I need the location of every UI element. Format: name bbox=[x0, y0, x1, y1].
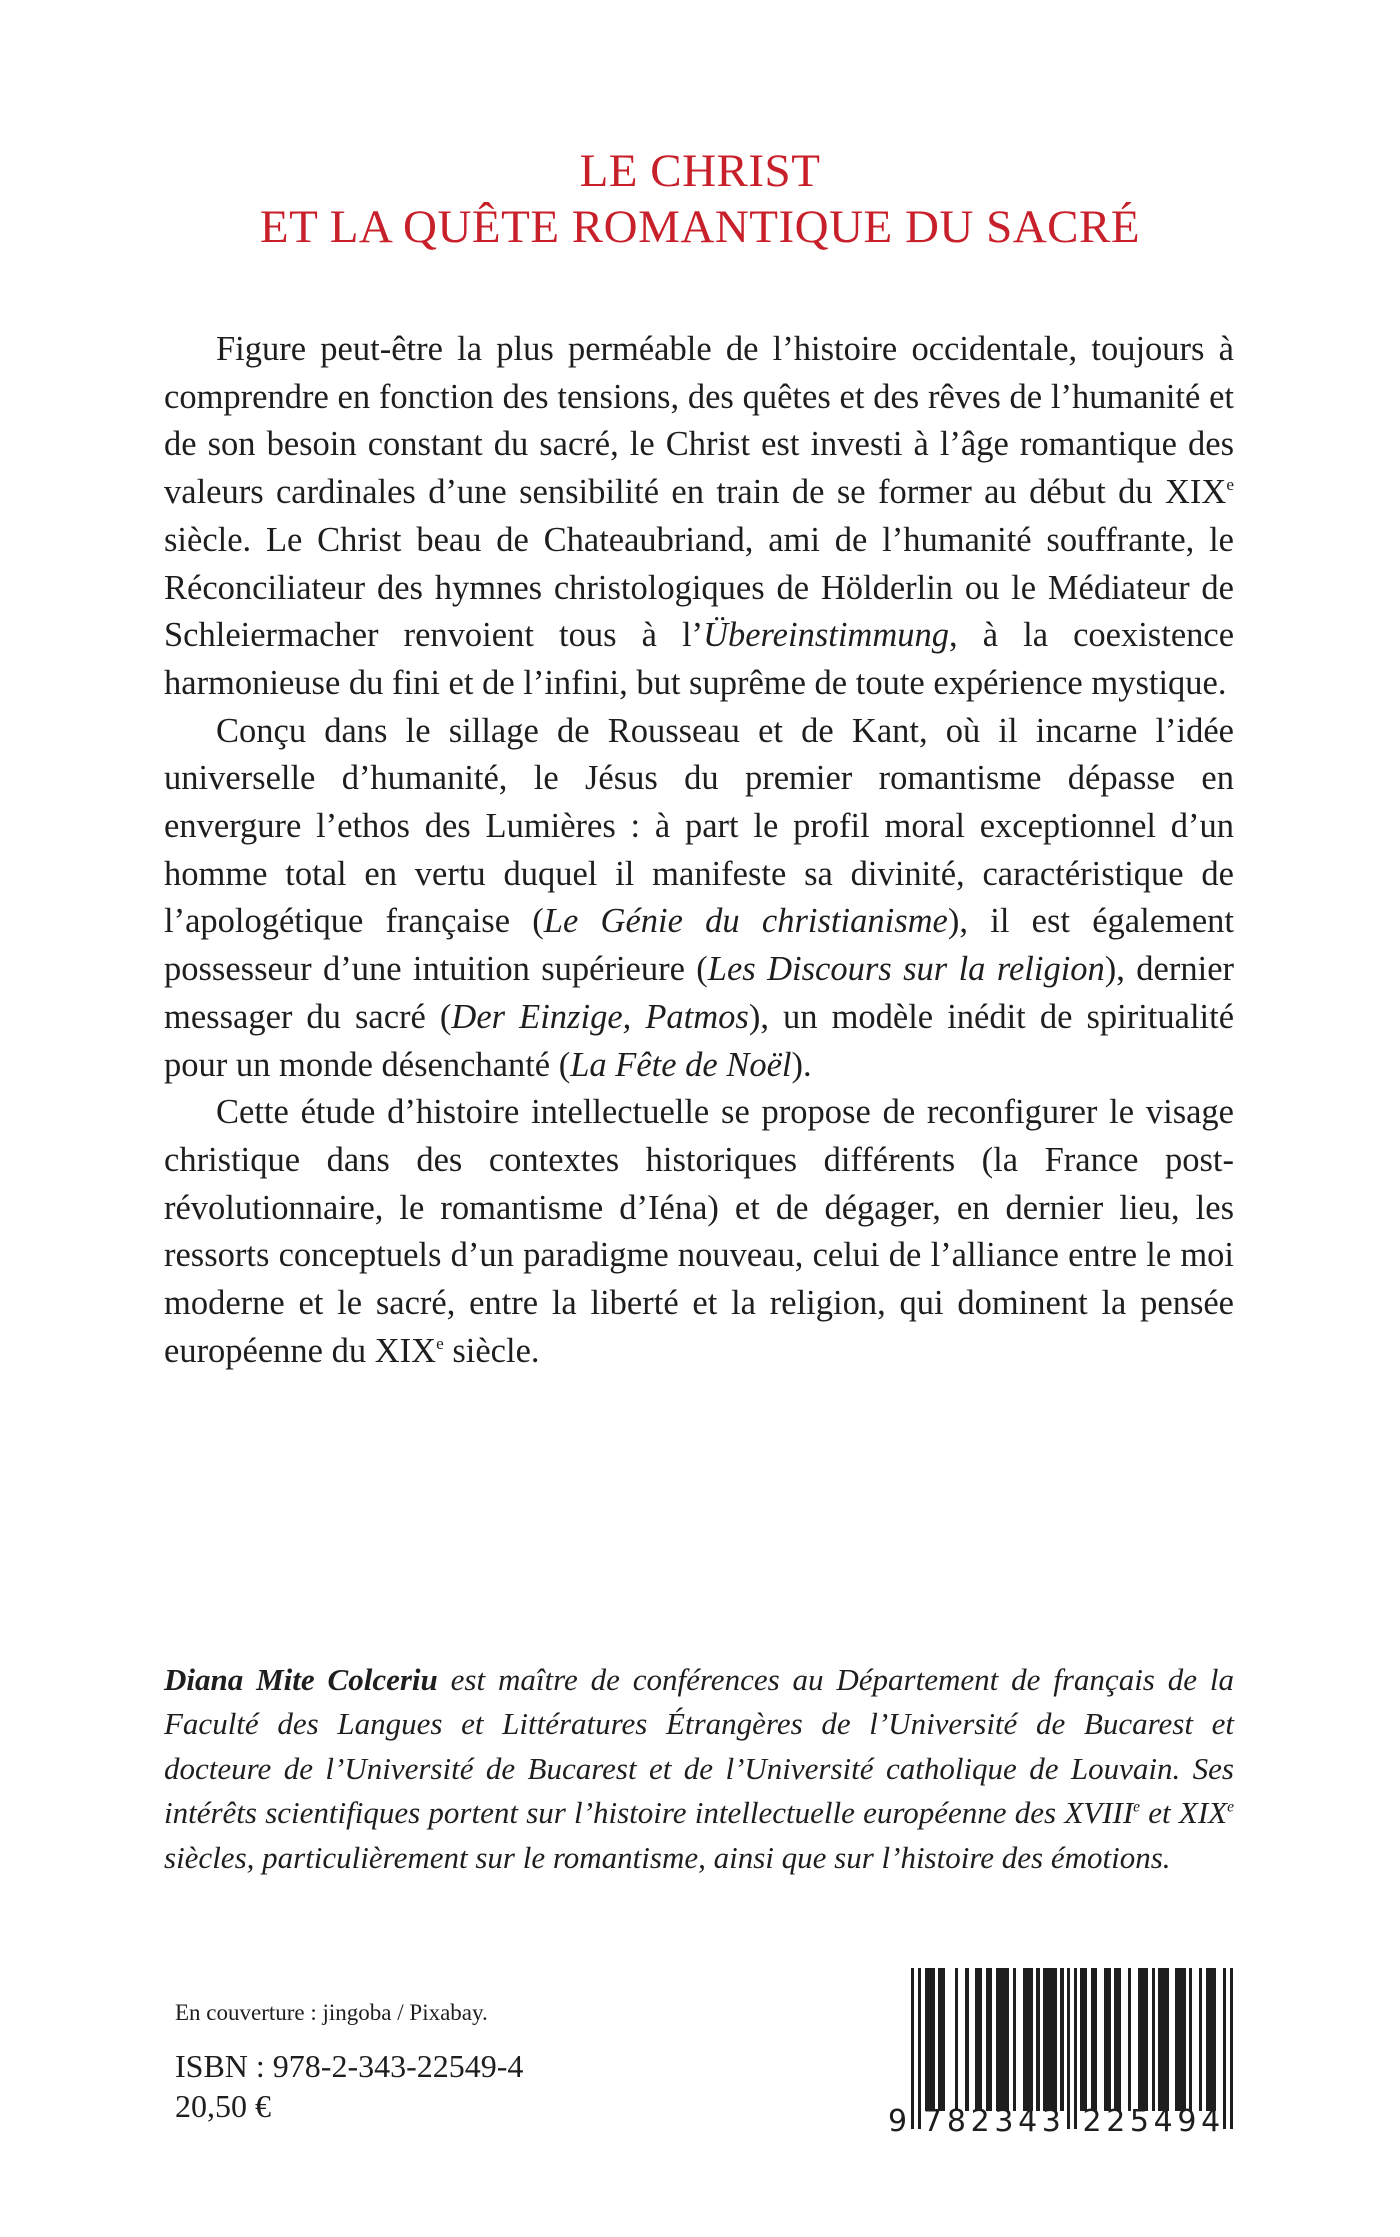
barcode-bar bbox=[1043, 1968, 1057, 2111]
author-bio bbox=[164, 1658, 1234, 1880]
barcode-bar bbox=[1158, 1968, 1168, 2111]
barcode-bar bbox=[1104, 1968, 1111, 2111]
description-paragraph: Figure peut-être la plus perméable de l’histoire occidentale, toujours à comprendre en fonction des tensions, des quêtes et des rêves de l’humanité et de son besoin constant du sacré, le Christ est investi à l’âge romantique des valeurs cardinales d’une sensibilité en train de se former au début du XIXe siècle. Le Christ beau de Chateaubriand, ami de l’humanité souffrante, le Réconciliateur des hymnes christologiques de Hölderlin ou le Médiateur de Schleiermacher renvoient tous à l’Übereinstimmung, à la coexistence harmonieuse du fini et de l’infini, but suprême de toute expérience mystique. bbox=[164, 330, 1235, 702]
barcode-bar bbox=[1199, 1968, 1202, 2111]
barcode-bar bbox=[1060, 1968, 1063, 2111]
barcode-bar bbox=[1023, 1968, 1033, 2111]
barcode-bar bbox=[1175, 1968, 1185, 2111]
barcode-bar bbox=[1013, 1968, 1016, 2111]
title-line-2: ET LA QUÊTE ROMANTIQUE DU SACRÉ bbox=[259, 201, 1141, 253]
author-name: Diana Mite Colceriu bbox=[164, 1662, 438, 1697]
barcode-bar bbox=[1152, 1968, 1155, 2111]
title-line-1: LE CHRIST bbox=[579, 145, 821, 197]
barcode-bar bbox=[918, 1968, 921, 2129]
barcode-bar bbox=[1206, 1968, 1216, 2111]
barcode-bar bbox=[1080, 1968, 1087, 2111]
barcode-bar bbox=[1091, 1968, 1098, 2111]
barcode-bar bbox=[986, 1968, 993, 2111]
barcode-bar bbox=[925, 1968, 935, 2111]
barcode-bar bbox=[1114, 1968, 1121, 2111]
isbn: ISBN : 978-2-343-22549-4 bbox=[175, 2048, 524, 2084]
barcode-bar bbox=[1230, 1968, 1233, 2129]
barcode-bar bbox=[1036, 1968, 1039, 2111]
cover-credit: En couverture : jingoba / Pixabay. bbox=[175, 2000, 488, 2025]
barcode-bar bbox=[996, 1968, 1010, 2111]
book-description bbox=[164, 326, 1234, 1375]
barcode-bar bbox=[965, 1968, 968, 2111]
barcode-bar bbox=[1067, 1968, 1070, 2129]
barcode-bar bbox=[1074, 1968, 1077, 2129]
barcode-bar bbox=[1138, 1968, 1148, 2111]
barcode-bar bbox=[1128, 1968, 1131, 2111]
price: 20,50 € bbox=[175, 2088, 271, 2124]
barcode-bar bbox=[1189, 1968, 1192, 2111]
barcode-bar bbox=[938, 1968, 945, 2111]
description-paragraph: Cette étude d’histoire intellectuelle se propose de reconfigurer le visage christique dans des contextes historiques différents (la France post-révolutionnaire, le romantisme d’Iéna) et de dégager, en dernier lieu, les ressorts conceptuels d’un paradigme nouveau, celui de l’alliance entre le moi moderne et le sacré, entre la liberté et la religion, qui dominent la pensée européenne du XIXe siècle. bbox=[164, 1093, 1234, 1370]
barcode-bar bbox=[911, 1968, 914, 2129]
isbn-barcode: 9 7 8 2 3 4 3 2 2 5 4 9 4 bbox=[880, 1960, 1240, 2160]
barcode-bar bbox=[975, 1968, 982, 2111]
author-bio-text: est maître de conférences au Département de français de la Faculté des Langues et Littératures Étrangères de l’Université de Bucarest et docteure de l’Université de Bucarest et de l’Université catholique de Louvain. Ses intérêts scientifiques portent sur l’histoire intellectuelle européenne des XVIIIe et XIXe siècles, particulièrement sur le romantisme, ainsi que sur l’histoire des émotions. bbox=[164, 1662, 1234, 1875]
barcode-bar bbox=[955, 1968, 958, 2111]
barcode-bar bbox=[1223, 1968, 1226, 2129]
book-title bbox=[150, 143, 1250, 255]
description-paragraph: Conçu dans le sillage de Rousseau et de Kant, où il incarne l’idée universelle d’humanité, le Jésus du premier romantisme dépasse en envergure l’ethos des Lumières : à part le profil moral exceptionnel d’un homme total en vertu duquel il manifeste sa divinité, caractéristique de l’apologétique française (Le Génie du christianisme), il est également possesseur d’une intuition supérieure (Les Discours sur la religion), dernier messager du sacré (Der Einzige, Patmos), un modèle inédit de spiritualité pour un monde désenchanté (La Fête de Noël). bbox=[164, 711, 1235, 1084]
